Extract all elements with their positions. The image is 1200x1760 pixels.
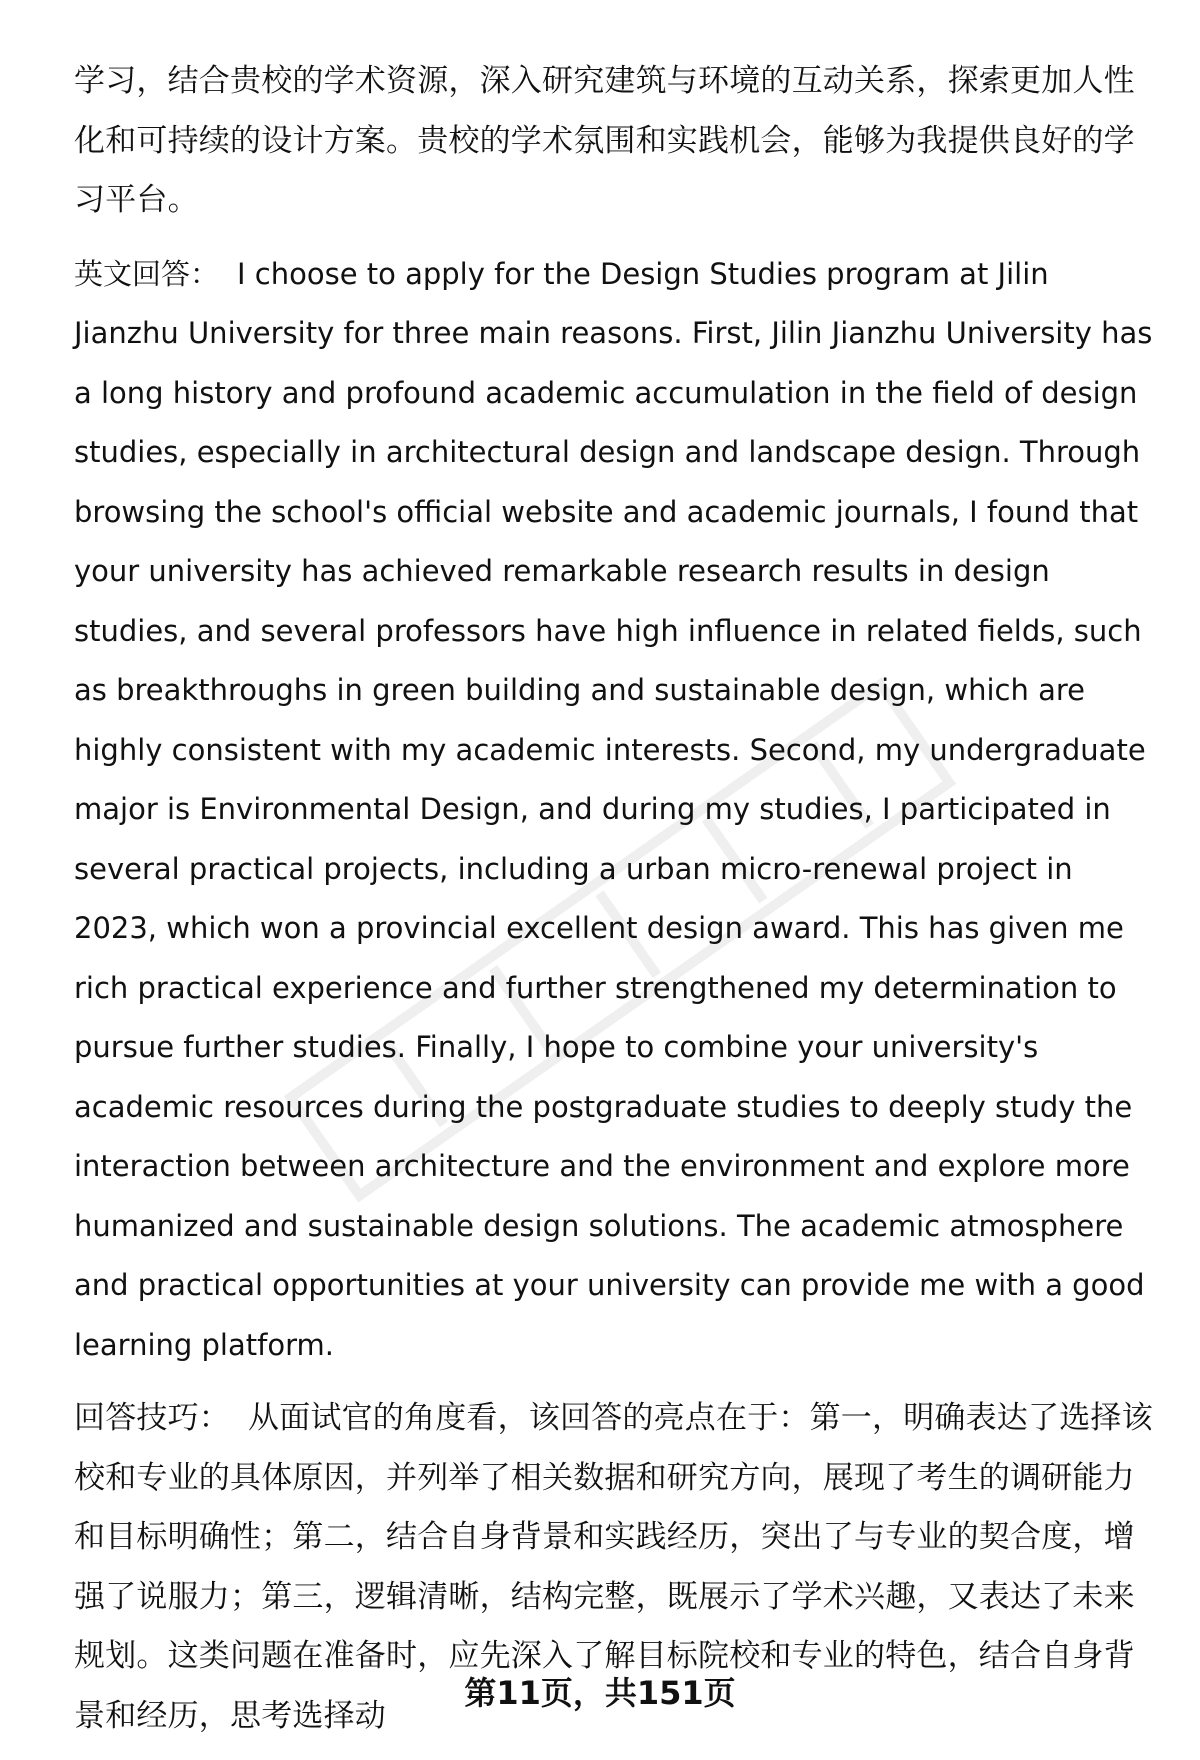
page-indicator: 第11页，共151页 (464, 1674, 736, 1712)
answer-tips-label: 回答技巧： (74, 1400, 230, 1436)
intro-continued-paragraph (74, 52, 1154, 231)
intro-continued-text: 学习，结合贵校的学术资源，深入研究建筑与环境的互动关系，探索更加人性化和可持续的设计方案。贵校的学术氛围和实践机会，能够为我提供良好的学习平台。 (74, 63, 1135, 218)
english-answer-paragraph (74, 245, 1154, 1376)
english-answer-text: I choose to apply for the Design Studies program at Jilin Jianzhu University for three main reasons. First, Jilin Jianzhu University has a long history and profound academic accumulation in the field of design studies, especially in architectural design and landscape design. Through browsing the school's official website and academic journals, I found that your university has achieved remarkable research results in design studies, and several professors have high influence in related fields, such as breakthroughs in green building and sustainable design, which are highly consistent with my academic interests. Second, my undergraduate major is Environmental Design, and during my studies, I participated in several practical projects, including a urban micro-renewal project in 2023, which won a provincial excellent design award. This has given me rich practical experience and further strengthened my determination to pursue further studies. Finally, I hope to combine your university's academic resources during the postgraduate studies to deeply study the interaction between architecture and the environment and explore more humanized and sustainable design solutions. The academic atmosphere and practical opportunities at your university can provide me with a good learning platform. (74, 256, 1153, 1362)
english-answer-label: 英文回答： (74, 256, 220, 291)
document-page (74, 52, 1154, 1760)
answer-tips-text: 从面试官的角度看，该回答的亮点在于：第一，明确表达了选择该校和专业的具体原因，并列举了相关数据和研究方向，展现了考生的调研能力和目标明确性；第二，结合自身背景和实践经历，突出了与专业的契合度，增强了说服力；第三，逻辑清晰，结构完整，既展示了学术兴趣，又表达了未来规划。这类问题在准备时，应先深入了解目标院校和专业的特色，结合自身背景和经历，思考选择动 (74, 1400, 1153, 1734)
